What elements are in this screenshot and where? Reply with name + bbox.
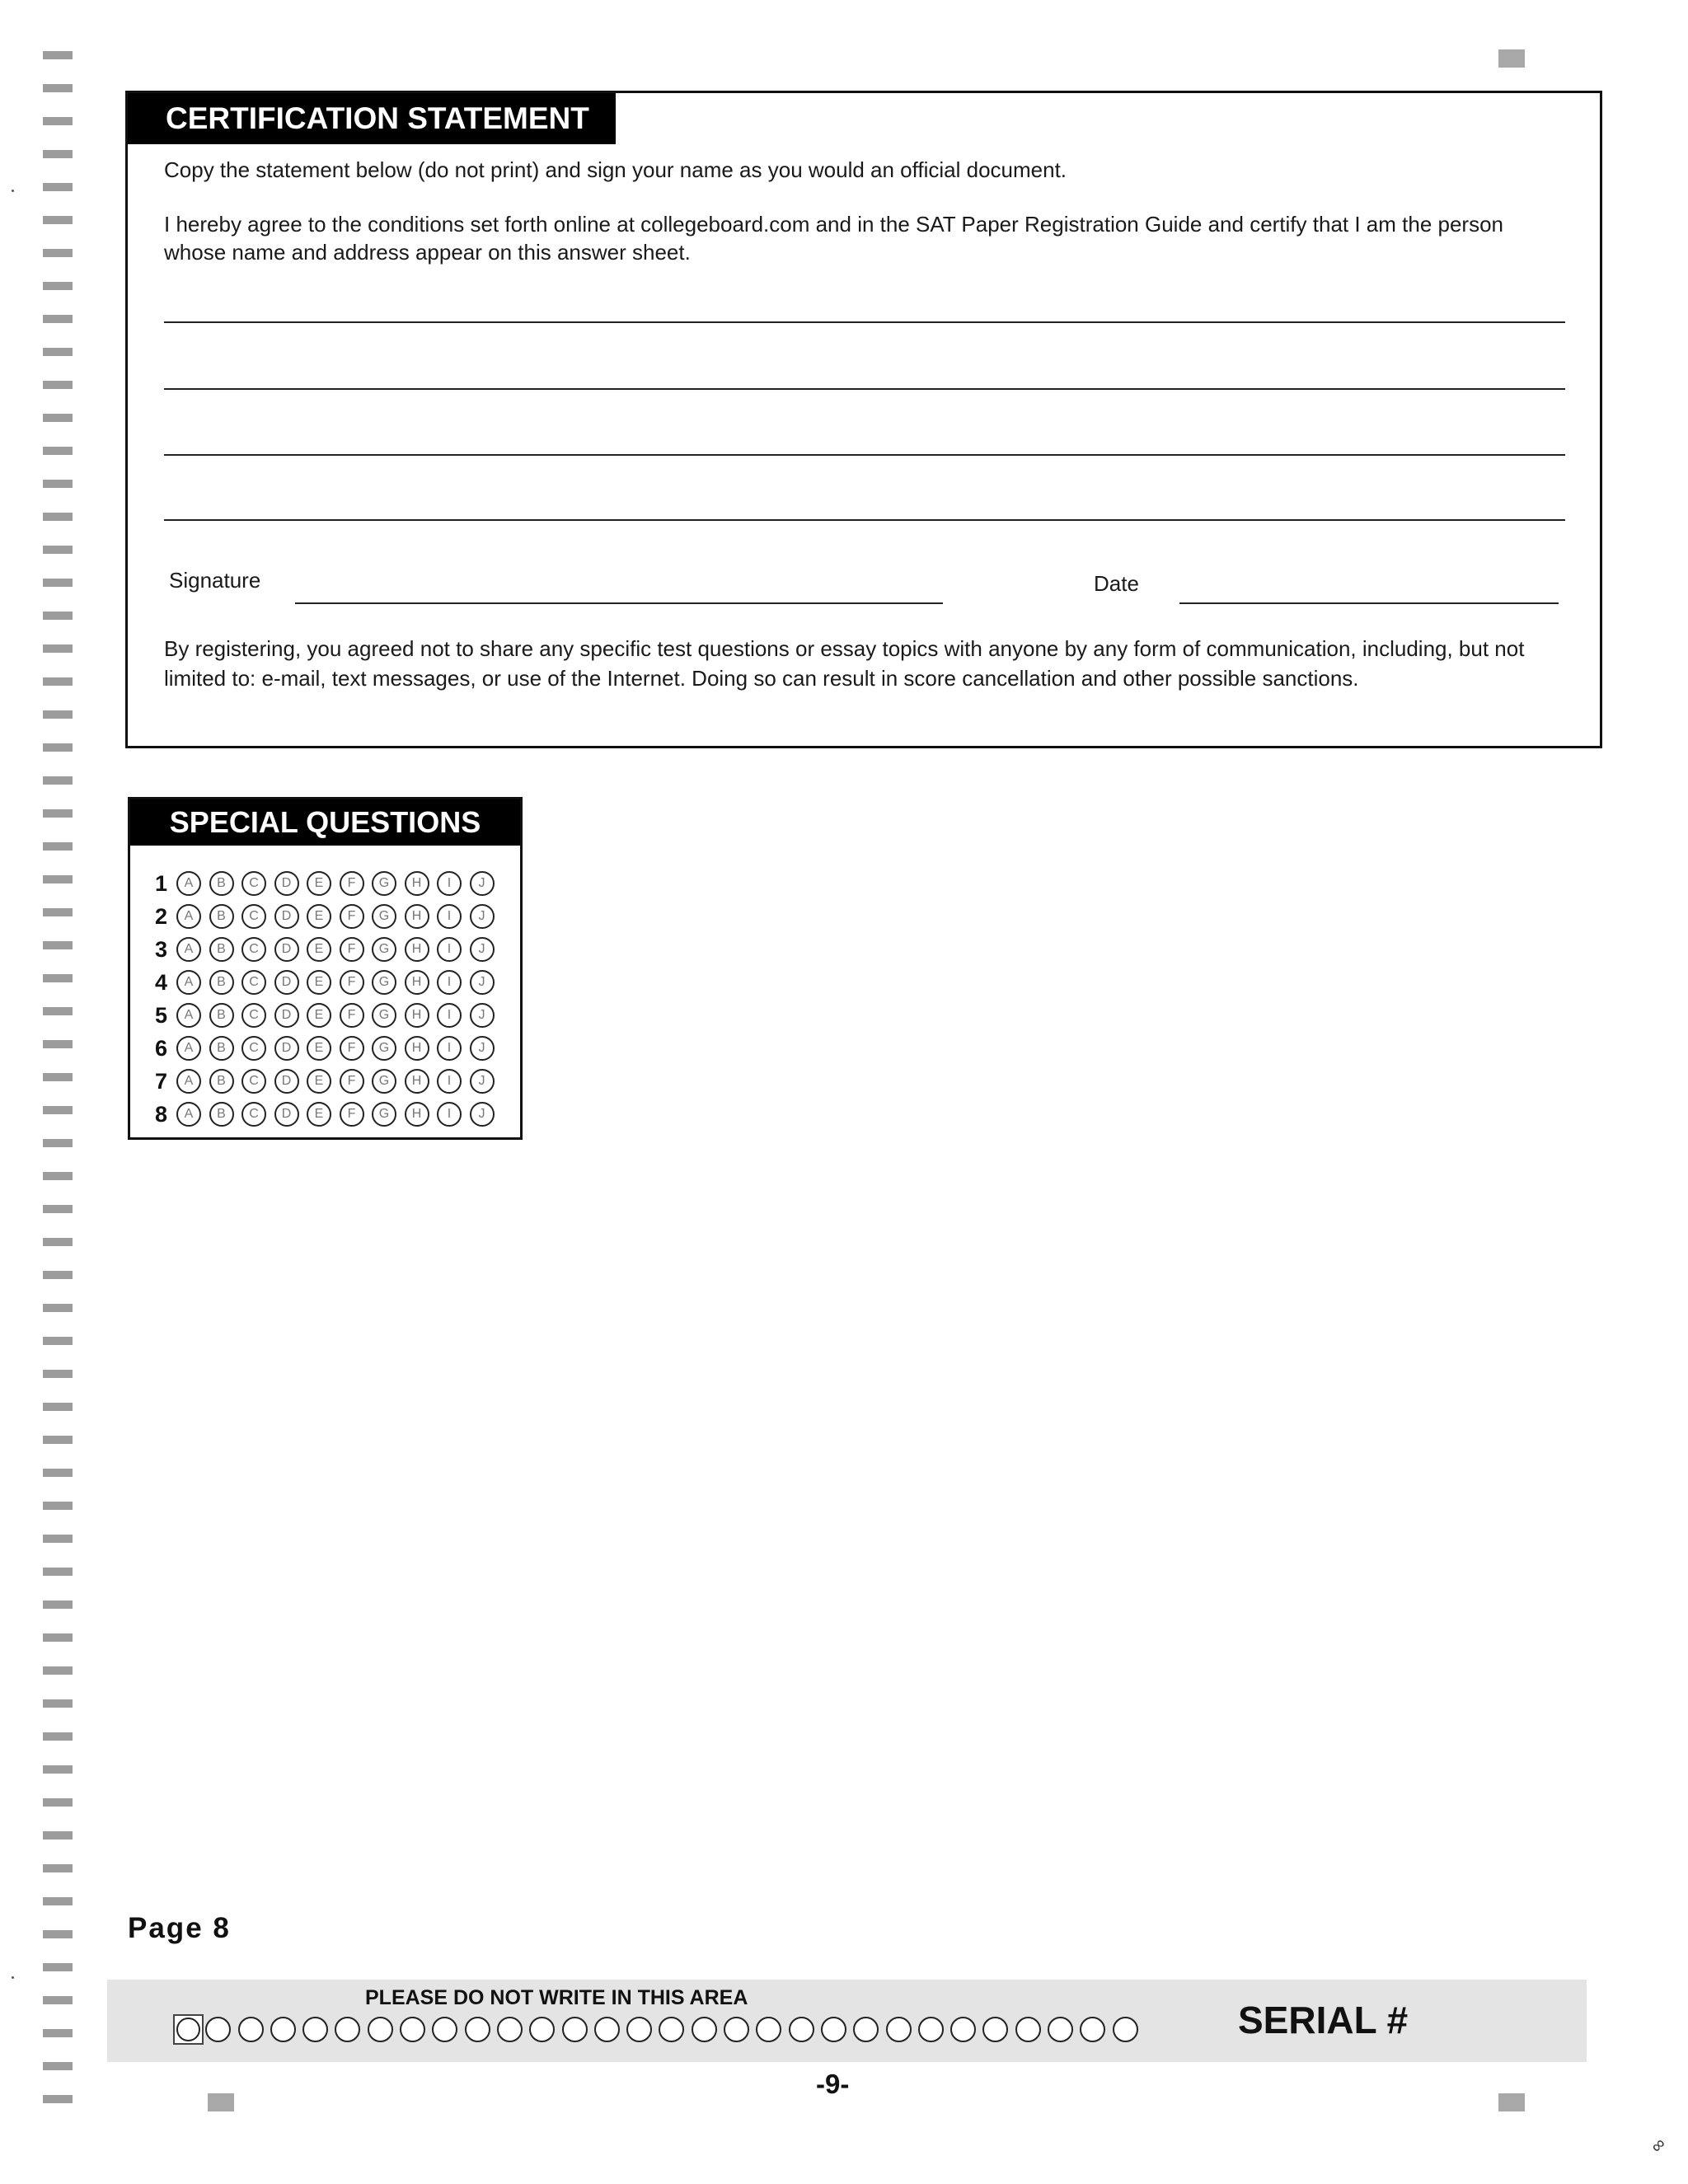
answer-bubble[interactable]: A	[176, 871, 201, 896]
answer-bubble[interactable]: B	[209, 871, 234, 896]
answer-bubble[interactable]: H	[405, 1102, 429, 1127]
serial-bubble	[918, 2017, 944, 2042]
timing-mark	[43, 513, 73, 521]
sharing-notice: By registering, you agreed not to share any specific test questions or essay topics with anyone by any form of communication, including, but not limited to: e-mail, text messages, or use of the Internet. Doing so can result in score cancellation and other possible sanctions.	[164, 636, 1525, 691]
copy-line-4[interactable]	[164, 519, 1565, 521]
signature-line[interactable]	[295, 602, 943, 604]
timing-mark	[43, 842, 73, 851]
answer-bubble[interactable]: G	[372, 970, 396, 995]
answer-bubble[interactable]: I	[437, 904, 462, 929]
timing-mark	[43, 1897, 73, 1905]
answer-bubble[interactable]: H	[405, 904, 429, 929]
answer-bubble[interactable]: E	[307, 1102, 331, 1127]
serial-bubble	[756, 2017, 781, 2042]
serial-bubble	[335, 2017, 360, 2042]
serial-bubble	[562, 2017, 588, 2042]
timing-mark	[43, 1007, 73, 1015]
serial-bubble	[1080, 2017, 1105, 2042]
timing-mark	[43, 2029, 73, 2037]
serial-bubble	[270, 2017, 296, 2042]
answer-bubble[interactable]: A	[176, 1069, 201, 1094]
answer-bubble[interactable]: D	[274, 937, 299, 962]
timing-mark	[43, 348, 73, 356]
answer-bubble[interactable]: B	[209, 1003, 234, 1028]
timing-mark	[43, 1337, 73, 1345]
answer-bubble[interactable]: F	[340, 904, 364, 929]
question-row	[155, 1032, 502, 1065]
timing-mark	[43, 941, 73, 949]
answer-bubble[interactable]: G	[372, 937, 396, 962]
question-number: 8	[155, 1101, 168, 1127]
answer-bubble[interactable]: D	[274, 1069, 299, 1094]
answer-bubble[interactable]: D	[274, 871, 299, 896]
answer-bubble[interactable]: C	[241, 970, 266, 995]
answer-bubble[interactable]: I	[437, 1069, 462, 1094]
timing-mark	[43, 1996, 73, 2004]
date-label: Date	[1094, 571, 1139, 596]
serial-bubble	[529, 2017, 555, 2042]
question-number: 2	[155, 903, 168, 929]
answer-bubble[interactable]: J	[470, 904, 495, 929]
answer-bubble[interactable]: B	[209, 904, 234, 929]
serial-bubble	[465, 2017, 490, 2042]
answer-bubble[interactable]: D	[274, 1036, 299, 1061]
serial-bubble	[1015, 2017, 1041, 2042]
answer-bubble[interactable]: F	[340, 937, 364, 962]
signature-label: Signature	[169, 568, 261, 593]
question-number: 4	[155, 969, 168, 995]
copy-line-2[interactable]	[164, 388, 1565, 390]
timing-mark	[43, 1040, 73, 1048]
answer-bubble[interactable]: F	[340, 1036, 364, 1061]
answer-bubble[interactable]: J	[470, 937, 495, 962]
question-row	[155, 933, 502, 966]
answer-bubble[interactable]: I	[437, 1102, 462, 1127]
timing-mark	[43, 546, 73, 554]
serial-bubble	[886, 2017, 912, 2042]
timing-mark	[43, 2062, 73, 2070]
answer-bubble[interactable]: G	[372, 1069, 396, 1094]
answer-bubble[interactable]: E	[307, 1036, 331, 1061]
copy-line-3[interactable]	[164, 454, 1565, 456]
timing-mark	[43, 315, 73, 323]
timing-mark	[43, 875, 73, 883]
answer-bubble[interactable]: F	[340, 1003, 364, 1028]
timing-mark	[43, 1732, 73, 1741]
answer-bubble[interactable]: F	[340, 871, 364, 896]
timing-mark	[43, 908, 73, 916]
timing-mark	[43, 150, 73, 158]
answer-bubble[interactable]: H	[405, 1069, 429, 1094]
answer-bubble[interactable]: A	[176, 1102, 201, 1127]
answer-bubble[interactable]: D	[274, 1003, 299, 1028]
timing-mark	[43, 1963, 73, 1971]
serial-label: SERIAL #	[1238, 1999, 1409, 2041]
answer-bubble[interactable]: C	[241, 1102, 266, 1127]
stray-dot	[12, 190, 14, 192]
answer-bubble[interactable]: G	[372, 1036, 396, 1061]
serial-bubble	[497, 2017, 523, 2042]
timing-mark	[43, 1139, 73, 1147]
timing-mark	[43, 1436, 73, 1444]
answer-bubble[interactable]: J	[470, 1102, 495, 1127]
timing-mark	[43, 579, 73, 587]
date-line[interactable]	[1179, 602, 1559, 604]
restricted-area	[107, 1980, 1587, 2062]
answer-bubble[interactable]: I	[437, 871, 462, 896]
serial-bubble	[692, 2017, 717, 2042]
timing-mark	[43, 1271, 73, 1279]
timing-mark	[43, 612, 73, 620]
answer-bubble[interactable]: C	[241, 904, 266, 929]
timing-mark	[43, 1304, 73, 1312]
serial-bubble	[724, 2017, 749, 2042]
serial-bubble	[821, 2017, 846, 2042]
serial-bubble	[853, 2017, 879, 2042]
corner-glyph: ∞	[1646, 2133, 1670, 2158]
question-row	[155, 1098, 502, 1131]
timing-mark	[43, 1370, 73, 1378]
answer-bubble[interactable]: I	[437, 937, 462, 962]
answer-bubble[interactable]: C	[241, 1036, 266, 1061]
answer-bubble[interactable]: C	[241, 871, 266, 896]
serial-bubble	[176, 2018, 200, 2041]
timing-mark	[43, 1699, 73, 1708]
question-row	[155, 999, 502, 1032]
answer-bubble[interactable]: G	[372, 1003, 396, 1028]
timing-mark	[43, 1535, 73, 1543]
timing-mark	[43, 1864, 73, 1872]
answer-bubble[interactable]: C	[241, 937, 266, 962]
answer-bubble[interactable]: A	[176, 904, 201, 929]
serial-bubble	[982, 2017, 1008, 2042]
answer-bubble[interactable]: J	[470, 1003, 495, 1028]
answer-bubble[interactable]: J	[470, 1036, 495, 1061]
timing-mark	[43, 776, 73, 785]
timing-mark	[43, 1106, 73, 1114]
timing-mark	[43, 1469, 73, 1477]
answer-bubble[interactable]: B	[209, 1102, 234, 1127]
answer-bubble[interactable]: F	[340, 970, 364, 995]
serial-bubble	[594, 2017, 620, 2042]
answer-bubble[interactable]: H	[405, 937, 429, 962]
timing-mark	[43, 1666, 73, 1675]
answer-bubble[interactable]: C	[241, 1003, 266, 1028]
answer-bubble[interactable]: G	[372, 904, 396, 929]
timing-mark	[43, 216, 73, 224]
timing-mark	[43, 183, 73, 191]
answer-bubble[interactable]: H	[405, 1003, 429, 1028]
timing-mark	[43, 84, 73, 92]
timing-mark	[43, 809, 73, 818]
timing-mark	[43, 1403, 73, 1411]
answer-bubble[interactable]: E	[307, 1003, 331, 1028]
registration-mark-bottom-left	[208, 2093, 234, 2111]
registration-mark-top-right	[1498, 49, 1525, 68]
answer-bubble[interactable]: A	[176, 970, 201, 995]
question-number: 5	[155, 1002, 168, 1028]
registration-mark-bottom-right	[1498, 2093, 1525, 2111]
serial-bubble	[302, 2017, 328, 2042]
timing-mark	[43, 117, 73, 125]
special-questions-box	[128, 797, 523, 1140]
certification-header: CERTIFICATION STATEMENT	[128, 93, 616, 144]
timing-mark	[43, 1205, 73, 1213]
answer-bubble[interactable]: B	[209, 970, 234, 995]
question-row	[155, 1065, 502, 1098]
serial-bubble	[205, 2017, 231, 2042]
timing-mark	[43, 974, 73, 982]
timing-mark	[43, 677, 73, 686]
answer-bubble[interactable]: D	[274, 1102, 299, 1127]
timing-mark	[43, 1238, 73, 1246]
timing-mark	[43, 414, 73, 422]
timing-mark	[43, 1073, 73, 1081]
answer-bubble[interactable]: A	[176, 1036, 201, 1061]
answer-bubble[interactable]: C	[241, 1069, 266, 1094]
answer-bubble[interactable]: I	[437, 1003, 462, 1028]
timing-mark	[43, 644, 73, 653]
answer-bubble[interactable]: F	[340, 1069, 364, 1094]
copy-line-1[interactable]	[164, 321, 1565, 323]
special-questions-header: SPECIAL QUESTIONS	[130, 799, 520, 846]
timing-mark	[43, 480, 73, 488]
timing-mark	[43, 1798, 73, 1807]
answer-bubble[interactable]: H	[405, 871, 429, 896]
answer-bubble[interactable]: B	[209, 1069, 234, 1094]
serial-bubble	[789, 2017, 814, 2042]
timing-mark	[43, 2095, 73, 2103]
question-number: 6	[155, 1035, 168, 1061]
timing-mark	[43, 447, 73, 455]
timing-mark	[43, 249, 73, 257]
answer-bubble[interactable]: J	[470, 1069, 495, 1094]
timing-mark	[43, 1502, 73, 1510]
serial-bubble	[238, 2017, 264, 2042]
question-number: 1	[155, 870, 168, 896]
serial-bubble	[659, 2017, 684, 2042]
special-questions-grid	[155, 867, 502, 1131]
serial-bubble	[400, 2017, 425, 2042]
timing-mark	[43, 743, 73, 752]
answer-bubble[interactable]: E	[307, 970, 331, 995]
serial-bubble	[1048, 2017, 1073, 2042]
timing-mark	[43, 1831, 73, 1840]
serial-bubble-frame	[173, 2014, 204, 2045]
restricted-area-label: PLEASE DO NOT WRITE IN THIS AREA	[365, 1986, 748, 2009]
question-row	[155, 900, 502, 933]
timing-mark	[43, 51, 73, 59]
serial-bubble	[432, 2017, 457, 2042]
timing-mark	[43, 381, 73, 389]
answer-bubble[interactable]: I	[437, 970, 462, 995]
answer-bubble[interactable]: E	[307, 871, 331, 896]
answer-bubble[interactable]: A	[176, 1003, 201, 1028]
timing-mark	[43, 1765, 73, 1774]
answer-bubble[interactable]: G	[372, 1102, 396, 1127]
timing-track	[43, 51, 73, 2128]
answer-bubble[interactable]: E	[307, 937, 331, 962]
answer-bubble[interactable]: G	[372, 871, 396, 896]
serial-bubble-row	[173, 2017, 1145, 2042]
page-number: -9-	[816, 2069, 850, 2099]
timing-mark	[43, 1601, 73, 1609]
answer-bubble[interactable]: J	[470, 970, 495, 995]
stray-dot	[12, 1976, 14, 1979]
answer-bubble[interactable]: H	[405, 970, 429, 995]
answer-bubble[interactable]: J	[470, 871, 495, 896]
timing-mark	[43, 282, 73, 290]
serial-bubble	[950, 2017, 976, 2042]
answer-bubble[interactable]: I	[437, 1036, 462, 1061]
page-label: Page 8	[128, 1912, 231, 1944]
answer-bubble[interactable]: E	[307, 904, 331, 929]
answer-bubble[interactable]: A	[176, 937, 201, 962]
answer-bubble[interactable]: H	[405, 1036, 429, 1061]
answer-bubble[interactable]: E	[307, 1069, 331, 1094]
timing-mark	[43, 710, 73, 719]
answer-bubble[interactable]: D	[274, 970, 299, 995]
question-row	[155, 867, 502, 900]
serial-bubble	[1113, 2017, 1138, 2042]
serial-bubble	[626, 2017, 652, 2042]
timing-mark	[43, 1568, 73, 1576]
certification-statement-text: I hereby agree to the conditions set forth online at collegeboard.com and in the SAT Paper Registration Guide and certify that I am the person whose name and address appear on this answer sheet.	[164, 212, 1503, 265]
answer-bubble[interactable]: D	[274, 904, 299, 929]
question-number: 7	[155, 1068, 168, 1094]
answer-bubble[interactable]: F	[340, 1102, 364, 1127]
certification-statement-box	[125, 91, 1602, 748]
question-row	[155, 966, 502, 999]
serial-bubble	[368, 2017, 393, 2042]
timing-mark	[43, 1172, 73, 1180]
timing-mark	[43, 1633, 73, 1642]
certification-instruction: Copy the statement below (do not print) and sign your name as you would an official document.	[164, 157, 1067, 182]
answer-bubble[interactable]: B	[209, 1036, 234, 1061]
question-number: 3	[155, 936, 168, 962]
timing-mark	[43, 1930, 73, 1938]
answer-bubble[interactable]: B	[209, 937, 234, 962]
